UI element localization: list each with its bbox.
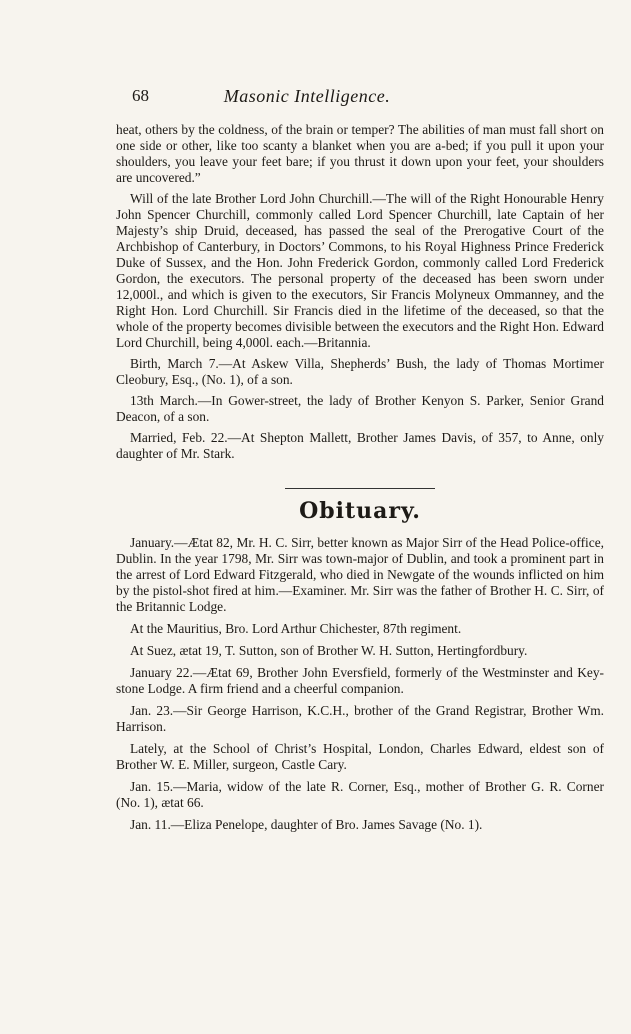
obituary-entry: Jan. 15.—Maria, widow of the late R. Corner, Esq., mother of Brother G. R. Corner (No. 1), ætat 66.	[116, 779, 604, 810]
obituary-entry: January 22.—Ætat 69, Brother John Eversfield, formerly of the Westminster and Key-stone Lodge. A firm friend and a cheerful companion.	[116, 665, 604, 696]
paragraph-churchill-will: Will of the late Brother Lord John Churchill.—The will of the Right Honourable Henry John Spencer Churchill, commonly called Lord Spencer Churchill, late Captain of her Majesty’s ship Druid, deceased, has passed the seal of the Prerogative Court of the Archbishop of Canterbury, in Doctors’ Commons, to his Royal Highness Prince Frederick Duke of Sussex, and the Hon. John Frederick Gordon, commonly called Lord Frederick Gordon, the executors. The personal property of the deceased has been sworn under 12,000l., and which is given to the executors, Sir Francis Molyneux Ommanney, and the Right Hon. Lord Churchill. Sir Francis died in the lifetime of the deceased, so that the whole of the property becomes divisible between the executors and the Right Hon. Edward Lord Churchill, being 4,000l. each.—Britannia.	[116, 191, 604, 350]
running-title: Masonic Intelligence.	[223, 86, 391, 106]
paragraph-continuation: heat, others by the coldness, of the brain or temper? The abilities of man must fall short on one side or other, like too scanty a blanket when you are a-bed; if you pull it upon your shoulders, you leave your feet bare; if you thrust it down upon your feet, your shoulders are uncovered.”	[116, 122, 604, 185]
obituary-entry: Jan. 23.—Sir George Harrison, K.C.H., brother of the Grand Registrar, Brother Wm. Harrison.	[116, 703, 604, 734]
paragraph-birth: Birth, March 7.—At Askew Villa, Shepherds’ Bush, the lady of Thomas Mortimer Cleobury, Esq., (No. 1), of a son.	[116, 356, 604, 387]
obituary-entry: Jan. 11.—Eliza Penelope, daughter of Bro. James Savage (No. 1).	[130, 817, 483, 832]
page-number: 68	[132, 86, 149, 105]
obituary-heading: Obituary.	[299, 498, 421, 524]
obituary-list	[116, 535, 604, 833]
page-header	[132, 86, 482, 108]
paragraph-birth-march-13: 13th March.—In Gower-street, the lady of Brother Kenyon S. Parker, Senior Grand Deacon, of a son.	[116, 393, 604, 424]
obituary-entry: January.—Ætat 82, Mr. H. C. Sirr, better known as Major Sirr of the Head Police-office, Dublin. In the year 1798, Mr. Sirr was town-major of Dublin, and took a prominent part in the arrest of Lord Edward Fitzgerald, who died in Newgate of the wounds inflicted on him by the pistol-shot fired at him.—Examiner. Mr. Sirr was the father of Brother H. C. Sirr, of the Britannic Lodge.	[116, 535, 604, 614]
obituary-entry: Lately, at the School of Christ’s Hospital, London, Charles Edward, eldest son of Brother W. E. Miller, surgeon, Castle Cary.	[116, 741, 604, 772]
section-divider	[285, 488, 435, 489]
page-body	[116, 122, 604, 839]
obituary-entry: At Suez, ætat 19, T. Sutton, son of Brother W. H. Sutton, Hertingfordbury.	[130, 643, 528, 658]
paragraph-married: Married, Feb. 22.—At Shepton Mallett, Brother James Davis, of 357, to Anne, only daughter of Mr. Stark.	[116, 430, 604, 461]
obituary-entry: At the Mauritius, Bro. Lord Arthur Chichester, 87th regiment.	[130, 621, 462, 636]
